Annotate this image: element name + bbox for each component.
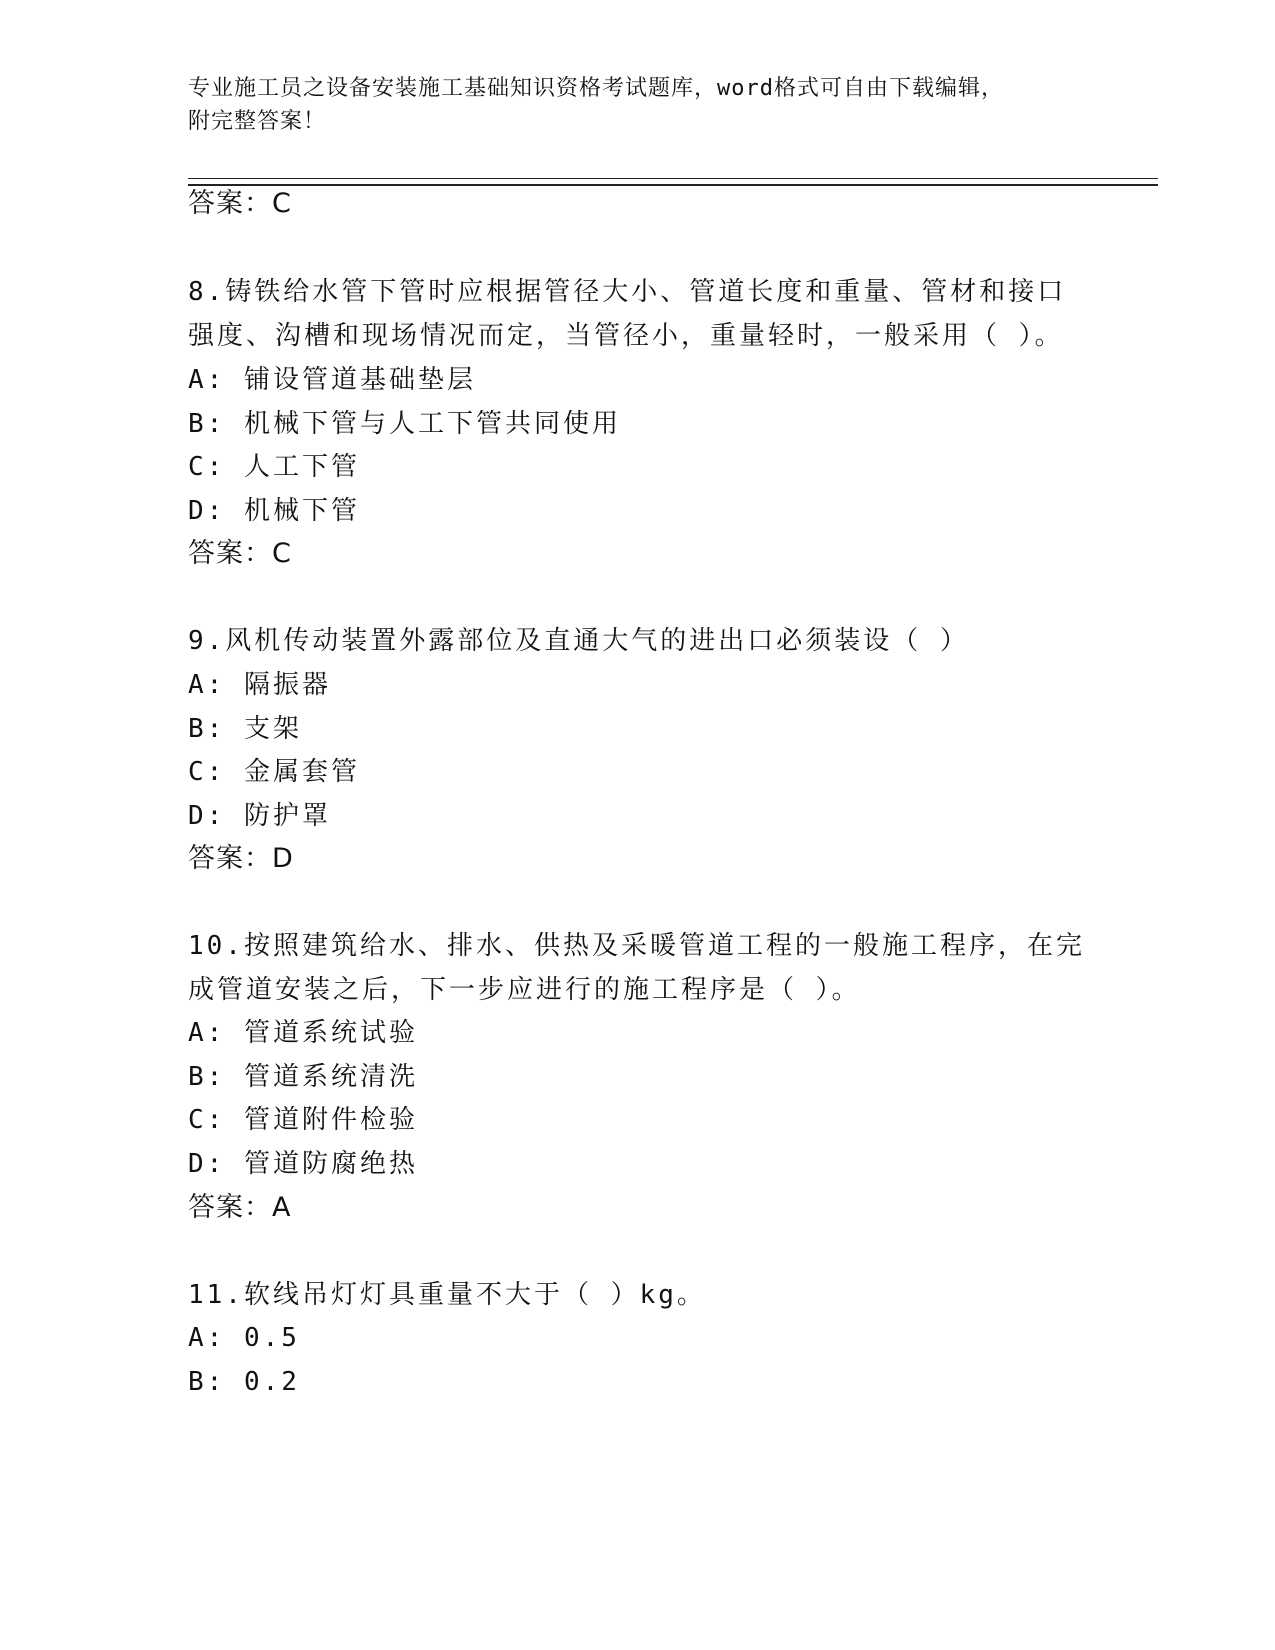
answer-prev: 答案：C: [188, 188, 292, 219]
header-divider: [188, 178, 1158, 186]
question-8-option-d: D: 机械下管: [188, 496, 360, 526]
question-8-stem-line-2: 强度、沟槽和现场情况而定，当管径小，重量轻时，一般采用（ ）。: [188, 321, 1064, 351]
question-9-option-d: D: 防护罩: [188, 801, 331, 831]
question-9-stem-line-1: 9.风机传动装置外露部位及直通大气的进出口必须装设（ ）: [188, 626, 969, 656]
question-10-answer: 答案：A: [188, 1192, 292, 1223]
question-11-stem-line-1: 11.软线吊灯灯具重量不大于（ ）kg。: [188, 1280, 706, 1310]
question-8-option-b: B: 机械下管与人工下管共同使用: [188, 409, 621, 439]
question-10-stem-line-2: 成管道安装之后，下一步应进行的施工程序是（ ）。: [188, 975, 861, 1005]
question-9-option-a: A: 隔振器: [188, 670, 331, 700]
question-11-option-a: A: 0.5: [188, 1323, 300, 1353]
question-8-option-c: C: 人工下管: [188, 452, 360, 482]
question-8-option-a: A: 铺设管道基础垫层: [188, 365, 476, 395]
question-8-stem-line-1: 8.铸铁给水管下管时应根据管径大小、管道长度和重量、管材和接口: [188, 277, 1067, 307]
question-10-option-d: D: 管道防腐绝热: [188, 1149, 418, 1179]
question-10-option-b: B: 管道系统清洗: [188, 1062, 418, 1092]
page-header: [188, 72, 1068, 138]
question-8-answer: 答案：C: [188, 538, 292, 569]
question-9-option-c: C: 金属套管: [188, 757, 360, 787]
header-line-2: 附完整答案！: [188, 109, 327, 134]
header-line-1: 专业施工员之设备安装施工基础知识资格考试题库，word格式可自由下载编辑，: [188, 76, 1004, 101]
question-9-option-b: B: 支架: [188, 714, 302, 744]
question-10-option-c: C: 管道附件检验: [188, 1105, 418, 1135]
question-10-stem-line-1: 10.按照建筑给水、排水、供热及采暖管道工程的一般施工程序，在完: [188, 931, 1085, 961]
question-11-option-b: B: 0.2: [188, 1367, 300, 1397]
question-9-answer: 答案：D: [188, 843, 294, 874]
question-10-option-a: A: 管道系统试验: [188, 1018, 418, 1048]
